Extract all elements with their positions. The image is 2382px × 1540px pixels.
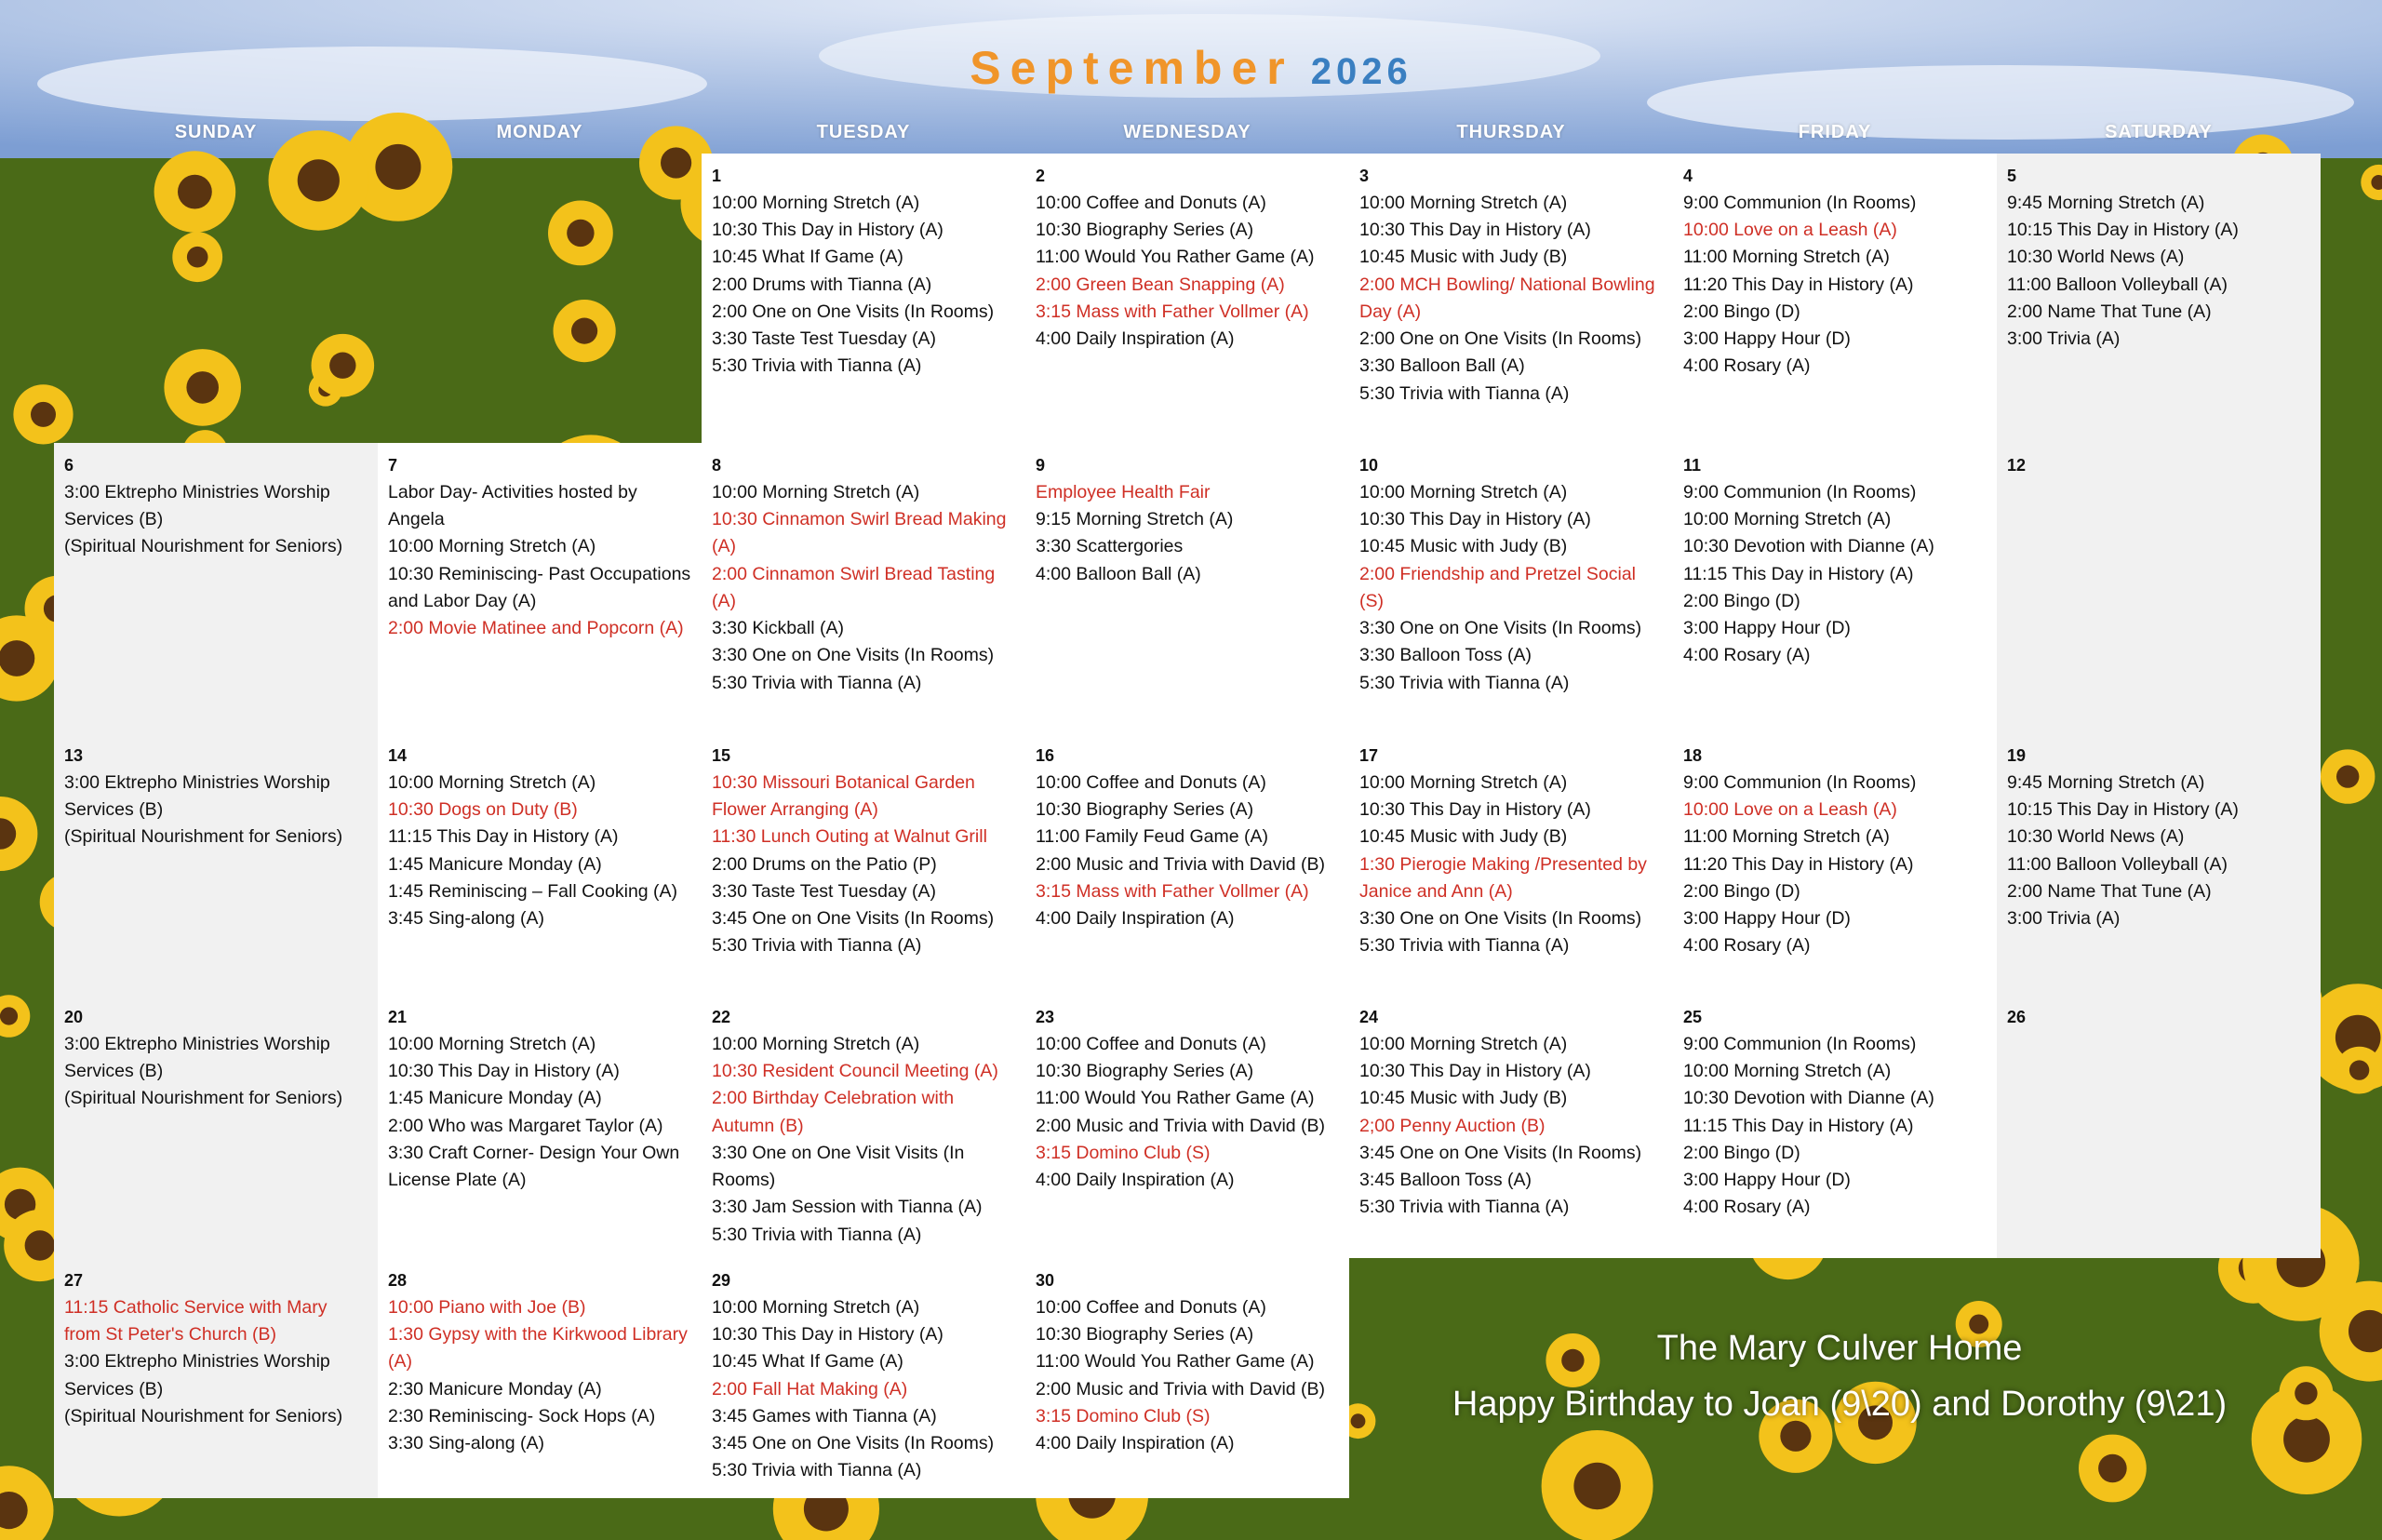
event-item: 1:45 Manicure Monday (A) xyxy=(388,853,602,875)
event-item: 4:00 Rosary (A) xyxy=(1683,1197,1811,1218)
event-item: 9:45 Morning Stretch (A) xyxy=(2007,192,2205,213)
day-cell-28 xyxy=(378,1258,702,1498)
event-item: 10:30 Biography Series (A) xyxy=(1036,1324,1254,1346)
sunflower-center xyxy=(571,318,597,344)
special-event-item: 3:15 Mass with Father Vollmer (A) xyxy=(1036,880,1309,902)
event-item: 9:00 Communion (In Rooms) xyxy=(1683,192,1917,213)
day-cell-29 xyxy=(702,1258,1025,1498)
weekday-label-saturday: SATURDAY xyxy=(2105,122,2213,142)
event-item: 2:00 Bingo (D) xyxy=(1683,880,1800,902)
event-item: 3:30 One on One Visits (In Rooms) xyxy=(1359,618,1642,639)
event-item: 10:00 Morning Stretch (A) xyxy=(712,481,920,502)
day-cell-13 xyxy=(54,733,378,995)
special-event-item: 2:00 Friendship and Pretzel Social (S) xyxy=(1359,563,1637,611)
day-number: 23 xyxy=(1036,1008,1055,1026)
event-item: 4:00 Rosary (A) xyxy=(1683,355,1811,377)
special-event-item: 1:30 Gypsy with the Kirkwood Library (A) xyxy=(388,1324,688,1373)
event-item: 11:00 Balloon Volleyball (A) xyxy=(2007,274,2228,295)
event-item: 4:00 Balloon Ball (A) xyxy=(1036,563,1201,584)
event-item: 3:45 Balloon Toss (A) xyxy=(1359,1170,1532,1191)
day-cell-15 xyxy=(702,733,1025,995)
event-item: 2:00 Drums with Tianna (A) xyxy=(712,274,932,295)
home-name: The Mary Culver Home xyxy=(1656,1329,2023,1368)
event-item: 2:00 Music and Trivia with David (B) xyxy=(1036,853,1326,875)
event-item: 3:45 One on One Visits (In Rooms) xyxy=(712,908,995,930)
day-number: 5 xyxy=(2007,167,2017,185)
day-cell-27 xyxy=(54,1258,378,1498)
event-item: 3:30 Balloon Ball (A) xyxy=(1359,355,1525,377)
event-item: 5:30 Trivia with Tianna (A) xyxy=(1359,672,1570,693)
event-item: 3:30 One on One Visits (In Rooms) xyxy=(1359,908,1642,930)
day-cell-7 xyxy=(378,443,702,733)
event-item: 10:30 This Day in History (A) xyxy=(1359,1061,1591,1082)
day-number: 22 xyxy=(712,1008,731,1026)
event-item: 10:00 Coffee and Donuts (A) xyxy=(1036,1296,1266,1318)
event-item: 10:30 Devotion with Dianne (A) xyxy=(1683,1088,1934,1109)
day-cell-10 xyxy=(1349,443,1673,733)
day-cell-20 xyxy=(54,995,378,1258)
day-cell-2 xyxy=(1025,154,1349,443)
day-cell-18 xyxy=(1673,733,1997,995)
special-event-item: 1:30 Pierogie Making /Presented by Janice and Ann (A) xyxy=(1359,853,1647,902)
sunflower-center xyxy=(0,1007,18,1024)
event-item: 11:15 This Day in History (A) xyxy=(388,826,619,848)
event-item: 10:30 Biography Series (A) xyxy=(1036,1061,1254,1082)
day-number: 15 xyxy=(712,746,731,765)
special-event-item: 10:00 Piano with Joe (B) xyxy=(388,1296,586,1318)
event-item: 2:30 Manicure Monday (A) xyxy=(388,1378,602,1399)
sunflower-center xyxy=(567,220,594,247)
event-item: 10:45 Music with Judy (B) xyxy=(1359,826,1568,848)
special-event-item: 2:00 Cinnamon Swirl Bread Tasting (A) xyxy=(712,563,996,611)
special-event-item: 10:30 Dogs on Duty (B) xyxy=(388,799,578,821)
event-item: 1:45 Manicure Monday (A) xyxy=(388,1088,602,1109)
day-cell-6 xyxy=(54,443,378,733)
event-item: 11:00 Would You Rather Game (A) xyxy=(1036,1351,1315,1373)
event-item: 10:00 Morning Stretch (A) xyxy=(712,1033,920,1054)
sunflower-center xyxy=(186,371,219,404)
event-item: 10:30 Biography Series (A) xyxy=(1036,220,1254,241)
special-event-item: 10:00 Love on a Leash (A) xyxy=(1683,799,1897,821)
event-item: 10:30 World News (A) xyxy=(2007,247,2185,268)
day-number: 17 xyxy=(1359,746,1379,765)
event-item: 3:45 One on One Visits (In Rooms) xyxy=(712,1433,995,1454)
sunflower-center xyxy=(298,159,340,201)
special-event-item: 3:15 Mass with Father Vollmer (A) xyxy=(1036,301,1309,322)
sunflower-center xyxy=(2349,1060,2369,1079)
event-item: 3:30 Craft Corner- Design Your Own License Plate (A) xyxy=(388,1142,680,1191)
event-item: 1:45 Reminiscing – Fall Cooking (A) xyxy=(388,880,678,902)
event-item: 10:15 This Day in History (A) xyxy=(2007,799,2239,821)
day-number: 9 xyxy=(1036,456,1046,475)
day-cell-21 xyxy=(378,995,702,1258)
month-name: September xyxy=(970,42,1294,94)
event-item: 3:30 One on One Visit Visits (In Rooms) xyxy=(712,1142,965,1191)
event-item: 3:30 Kickball (A) xyxy=(712,618,844,639)
event-item: 10:30 This Day in History (A) xyxy=(1359,220,1591,241)
event-item: 9:00 Communion (In Rooms) xyxy=(1683,771,1917,793)
day-cell-8 xyxy=(702,443,1025,733)
day-number: 30 xyxy=(1036,1271,1055,1290)
event-item: 5:30 Trivia with Tianna (A) xyxy=(712,1460,922,1481)
sunflower-center xyxy=(661,147,691,178)
sunflower-center xyxy=(2336,765,2359,787)
event-item: 2:00 Name That Tune (A) xyxy=(2007,301,2212,322)
event-item: 3:00 Ektrepho Ministries Worship Services (B) xyxy=(64,481,330,530)
event-item: 3:30 Taste Test Tuesday (A) xyxy=(712,880,936,902)
event-item: 10:00 Morning Stretch (A) xyxy=(1359,771,1568,793)
special-event-item: 2:00 Movie Matinee and Popcorn (A) xyxy=(388,618,684,639)
calendar-title xyxy=(0,41,2382,95)
weekday-label-wednesday: WEDNESDAY xyxy=(1123,122,1251,142)
event-item: 10:30 This Day in History (A) xyxy=(712,220,943,241)
event-item: 5:30 Trivia with Tianna (A) xyxy=(712,1224,922,1245)
event-item: 10:00 Coffee and Donuts (A) xyxy=(1036,1033,1266,1054)
sunflower-center xyxy=(25,1230,55,1260)
event-item: 3:00 Ektrepho Ministries Worship Services (B) xyxy=(64,1351,330,1399)
special-event-item: 10:30 Cinnamon Swirl Bread Making (A) xyxy=(712,509,1007,557)
event-item: 9:00 Communion (In Rooms) xyxy=(1683,481,1917,502)
special-event-item: 2:00 Fall Hat Making (A) xyxy=(712,1378,908,1399)
day-number: 2 xyxy=(1036,167,1046,185)
event-item: 11:00 Balloon Volleyball (A) xyxy=(2007,853,2228,875)
event-item: 10:30 Biography Series (A) xyxy=(1036,799,1254,821)
event-item: 4:00 Daily Inspiration (A) xyxy=(1036,328,1235,350)
event-item: 5:30 Trivia with Tianna (A) xyxy=(712,355,922,377)
day-cell-5 xyxy=(1997,154,2321,443)
event-item: 2:00 Bingo (D) xyxy=(1683,301,1800,322)
event-item: 10:00 Morning Stretch (A) xyxy=(1359,1033,1568,1054)
event-item: 10:00 Morning Stretch (A) xyxy=(388,1033,596,1054)
event-item: 10:30 This Day in History (A) xyxy=(1359,799,1591,821)
event-item: 10:45 Music with Judy (B) xyxy=(1359,1088,1568,1109)
year: 2026 xyxy=(1310,51,1412,92)
event-item: 3:30 One on One Visits (In Rooms) xyxy=(712,645,995,666)
sunflower-center xyxy=(2098,1454,2127,1483)
day-number: 25 xyxy=(1683,1008,1703,1026)
event-item: 4:00 Daily Inspiration (A) xyxy=(1036,1433,1235,1454)
event-item: 11:00 Morning Stretch (A) xyxy=(1683,826,1890,848)
day-number: 6 xyxy=(64,456,74,475)
day-cell-25 xyxy=(1673,995,1997,1258)
event-item: 10:45 Music with Judy (B) xyxy=(1359,247,1568,268)
day-number: 19 xyxy=(2007,746,2027,765)
event-item: 2:00 Music and Trivia with David (B) xyxy=(1036,1115,1326,1136)
event-item: 10:00 Morning Stretch (A) xyxy=(712,1296,920,1318)
event-item: 3:00 Ektrepho Ministries Worship Services (B) xyxy=(64,771,330,821)
event-item: 3:30 Balloon Toss (A) xyxy=(1359,645,1532,666)
event-item: 5:30 Trivia with Tianna (A) xyxy=(712,672,922,693)
day-cell-26 xyxy=(1997,995,2321,1258)
event-item: 3:30 Sing-along (A) xyxy=(388,1433,545,1454)
event-item: 9:00 Communion (In Rooms) xyxy=(1683,1033,1917,1054)
event-item: 10:00 Morning Stretch (A) xyxy=(388,771,596,793)
special-event-item: 10:00 Love on a Leash (A) xyxy=(1683,220,1897,241)
event-item: 9:45 Morning Stretch (A) xyxy=(2007,771,2205,793)
event-item: (Spiritual Nourishment for Seniors) xyxy=(64,1088,343,1109)
event-item: 2:00 Who was Margaret Taylor (A) xyxy=(388,1115,663,1136)
event-item: 10:00 Coffee and Donuts (A) xyxy=(1036,771,1266,793)
event-item: 10:45 What If Game (A) xyxy=(712,1351,903,1373)
event-item: 10:30 Reminiscing- Past Occupations and Labor Day (A) xyxy=(388,563,691,611)
event-item: 11:00 Family Feud Game (A) xyxy=(1036,826,1268,848)
day-cell-19 xyxy=(1997,733,2321,995)
day-cell-14 xyxy=(378,733,702,995)
sunflower-center xyxy=(178,175,212,209)
event-item: 11:00 Would You Rather Game (A) xyxy=(1036,1088,1315,1109)
special-event-item: Employee Health Fair xyxy=(1036,481,1211,502)
event-item: 3:30 Jam Session with Tianna (A) xyxy=(712,1197,983,1218)
event-item: 10:00 Morning Stretch (A) xyxy=(1359,481,1568,502)
weekday-label-monday: MONDAY xyxy=(496,122,583,142)
event-item: 10:30 World News (A) xyxy=(2007,826,2185,848)
day-cell-11 xyxy=(1673,443,1997,733)
day-cell-3 xyxy=(1349,154,1673,443)
special-event-item: 11:15 Catholic Service with Mary from St Peter's Church (B) xyxy=(64,1296,328,1346)
event-item: 4:00 Daily Inspiration (A) xyxy=(1036,908,1235,930)
sunflower-center xyxy=(0,640,34,676)
event-item: 3:45 Games with Tianna (A) xyxy=(712,1405,937,1426)
event-item: 10:45 What If Game (A) xyxy=(712,247,903,268)
event-item: 10:00 Morning Stretch (A) xyxy=(1359,192,1568,213)
event-item: 11:15 This Day in History (A) xyxy=(1683,1115,1914,1136)
event-item: (Spiritual Nourishment for Seniors) xyxy=(64,1405,343,1426)
event-item: 10:15 This Day in History (A) xyxy=(2007,220,2239,241)
event-item: 5:30 Trivia with Tianna (A) xyxy=(1359,1197,1570,1218)
event-item: 5:30 Trivia with Tianna (A) xyxy=(1359,382,1570,404)
weekday-label-sunday: SUNDAY xyxy=(174,122,258,142)
day-cell-23 xyxy=(1025,995,1349,1258)
event-item: 10:30 This Day in History (A) xyxy=(388,1061,620,1082)
day-number: 28 xyxy=(388,1271,408,1290)
event-item: 5:30 Trivia with Tianna (A) xyxy=(712,935,922,957)
day-cell-16 xyxy=(1025,733,1349,995)
sunflower-center xyxy=(31,402,56,427)
event-item: 10:00 Coffee and Donuts (A) xyxy=(1036,192,1266,213)
event-item: 3:00 Happy Hour (D) xyxy=(1683,328,1851,350)
day-number: 13 xyxy=(64,746,84,765)
day-number: 1 xyxy=(712,167,722,185)
day-number: 8 xyxy=(712,456,722,475)
event-item: (Spiritual Nourishment for Seniors) xyxy=(64,536,343,557)
weekday-label-friday: FRIDAY xyxy=(1798,122,1872,142)
day-number: 18 xyxy=(1683,746,1703,765)
special-event-item: 11:30 Lunch Outing at Walnut Grill xyxy=(712,826,987,848)
special-event-item: 10:30 Missouri Botanical Garden Flower Arranging (A) xyxy=(712,771,975,821)
event-item: 3:30 Scattergories xyxy=(1036,536,1184,557)
event-item: 11:20 This Day in History (A) xyxy=(1683,853,1914,875)
event-item: 10:30 This Day in History (A) xyxy=(712,1324,943,1346)
special-event-item: 3:15 Domino Club (S) xyxy=(1036,1142,1211,1163)
event-item: 3:45 Sing-along (A) xyxy=(388,908,545,930)
sunflower-center xyxy=(187,247,208,268)
event-item: 2:00 One on One Visits (In Rooms) xyxy=(1359,328,1642,350)
event-item: 3:00 Trivia (A) xyxy=(2007,328,2121,350)
sunflower-center xyxy=(329,353,355,379)
day-cell-22 xyxy=(702,995,1025,1258)
event-item: 4:00 Rosary (A) xyxy=(1683,935,1811,957)
special-event-item: 2:00 Green Bean Snapping (A) xyxy=(1036,274,1285,295)
day-number: 26 xyxy=(2007,1008,2027,1026)
day-number: 10 xyxy=(1359,456,1379,475)
event-item: 2:00 One on One Visits (In Rooms) xyxy=(712,301,995,322)
day-number: 20 xyxy=(64,1008,84,1026)
event-item: 5:30 Trivia with Tianna (A) xyxy=(1359,935,1570,957)
special-event-item: 10:30 Resident Council Meeting (A) xyxy=(712,1061,998,1082)
event-item: 10:00 Morning Stretch (A) xyxy=(1683,509,1892,530)
event-item: 3:00 Happy Hour (D) xyxy=(1683,1170,1851,1191)
event-item: 3:00 Happy Hour (D) xyxy=(1683,618,1851,639)
day-number: 27 xyxy=(64,1271,84,1290)
event-item: 11:15 This Day in History (A) xyxy=(1683,563,1914,584)
event-item: 2:00 Bingo (D) xyxy=(1683,590,1800,611)
event-item: 10:00 Morning Stretch (A) xyxy=(712,192,920,213)
day-number: 12 xyxy=(2007,456,2027,475)
event-item: 3:45 One on One Visits (In Rooms) xyxy=(1359,1142,1642,1163)
sunflower-center xyxy=(1780,1421,1811,1452)
weekday-label-tuesday: TUESDAY xyxy=(816,122,911,142)
special-event-item: 2;00 Penny Auction (B) xyxy=(1359,1115,1546,1136)
event-item: 3:00 Ektrepho Ministries Worship Services (B) xyxy=(64,1033,330,1082)
day-number: 24 xyxy=(1359,1008,1379,1026)
day-cell-9 xyxy=(1025,443,1349,733)
day-number: 16 xyxy=(1036,746,1055,765)
event-item: 11:00 Would You Rather Game (A) xyxy=(1036,247,1315,268)
event-item: 3:00 Trivia (A) xyxy=(2007,908,2121,930)
event-item: 2:00 Drums on the Patio (P) xyxy=(712,853,937,875)
event-item: 9:15 Morning Stretch (A) xyxy=(1036,509,1234,530)
day-number: 29 xyxy=(712,1271,731,1290)
event-item: 2:00 Music and Trivia with David (B) xyxy=(1036,1378,1326,1399)
day-cell-1 xyxy=(702,154,1025,443)
day-cell-30 xyxy=(1025,1258,1349,1498)
event-item: 2:00 Bingo (D) xyxy=(1683,1142,1800,1163)
event-item: 11:20 This Day in History (A) xyxy=(1683,274,1914,295)
weekday-label-thursday: THURSDAY xyxy=(1456,122,1566,142)
event-item: 10:30 This Day in History (A) xyxy=(1359,509,1591,530)
event-item: (Spiritual Nourishment for Seniors) xyxy=(64,826,343,848)
special-event-item: 2:00 Birthday Celebration with Autumn (B) xyxy=(712,1088,955,1136)
day-number: 4 xyxy=(1683,167,1693,185)
event-item: 4:00 Rosary (A) xyxy=(1683,645,1811,666)
event-item: 2:00 Name That Tune (A) xyxy=(2007,880,2212,902)
event-item: 3:30 Taste Test Tuesday (A) xyxy=(712,328,936,350)
event-item: Labor Day- Activities hosted by Angela xyxy=(388,481,637,530)
event-item: 10:45 Music with Judy (B) xyxy=(1359,536,1568,557)
sunflower-center xyxy=(1573,1463,1620,1509)
event-item: 3:00 Happy Hour (D) xyxy=(1683,908,1851,930)
event-item: 2:30 Reminiscing- Sock Hops (A) xyxy=(388,1405,656,1426)
day-number: 11 xyxy=(1683,456,1702,475)
special-event-item: 2:00 MCH Bowling/ National Bowling Day (A) xyxy=(1359,274,1655,322)
birthday-note: Happy Birthday to Joan (9\20) and Dorothy (9\21) xyxy=(1452,1385,2228,1424)
day-cell-4 xyxy=(1673,154,1997,443)
day-cell-17 xyxy=(1349,733,1673,995)
event-item: 4:00 Daily Inspiration (A) xyxy=(1036,1170,1235,1191)
event-item: 11:00 Morning Stretch (A) xyxy=(1683,247,1890,268)
day-number: 14 xyxy=(388,746,408,765)
event-item: 10:30 Devotion with Dianne (A) xyxy=(1683,536,1934,557)
event-item: 10:00 Morning Stretch (A) xyxy=(388,536,596,557)
day-number: 21 xyxy=(388,1008,408,1026)
day-number: 3 xyxy=(1359,167,1370,185)
event-item: 10:00 Morning Stretch (A) xyxy=(1683,1061,1892,1082)
day-cell-24 xyxy=(1349,995,1673,1258)
day-number: 7 xyxy=(388,456,398,475)
special-event-item: 3:15 Domino Club (S) xyxy=(1036,1405,1211,1426)
day-cell-12 xyxy=(1997,443,2321,733)
